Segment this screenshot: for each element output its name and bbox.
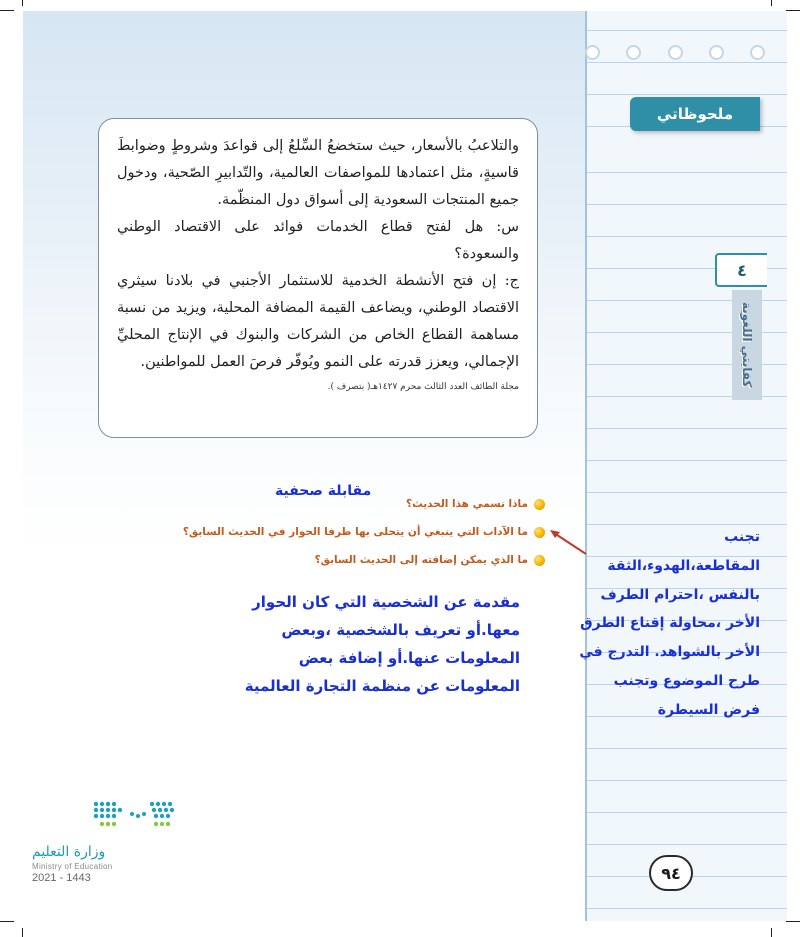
question-text: ماذا نسمي هذا الحديث؟ [406,498,528,510]
bullet-icon [534,527,545,538]
ministry-logo-icon [92,800,182,832]
crop-mark [0,10,14,11]
question-text: ما الذي يمكن إضافته إلى الحديث السابق؟ [314,554,528,566]
ministry-logo [32,800,202,890]
question-item [182,518,545,546]
handwritten-answer-2: تجنب المقاطعة،الهدوء،الثقة بالنفس ،احترام الطرف الأخر ،محاولة إقناع الطرق الأخر بالشواهد. التدرج في طرح الموضوع وتجنب فرض السيطرة [579,529,760,718]
crop-mark [0,921,14,922]
question-text: ما الآداب التي ينبغي أن يتحلى بها طرفا الحوار في الحديث السابق؟ [182,526,528,538]
crop-mark [786,10,800,11]
handwritten-answer-1: مقابلة صحفية [275,483,372,499]
page-number: ٩٤ [649,855,693,891]
unit-number: ٤ [715,253,767,287]
ministry-year: 2021 - 1443 [32,872,91,884]
question-item [300,490,545,518]
passage-source: مجلة الطائف العدد الثالث محرم ١٤٢٧هـ( بتصرف ). [327,382,519,392]
unit-side-label: كفايتي اللغوية [732,290,762,400]
binder-holes [585,45,765,65]
passage-answer: ج: إن فتح الأنشطة الخدمية للاستثمار الأجنبي في بلادنا سيثري الاقتصاد الوطني، ويضاعف القيمة المضافة المحلية، ويزيد من نسبة مساهمة القطاع الخاص من الشركات والبنوك في الإنتاج المحليِّ الإجمالي، ويعزز قدرته على النمو ويُوفّر فرصَ العمل للمواطنين. [117,273,519,370]
crop-mark [22,0,23,6]
question-item [300,546,545,574]
notes-column [585,11,787,921]
notes-title: ملحوظاتي [630,97,760,131]
crop-mark [786,921,800,922]
binder-hole-icon [626,45,641,60]
binder-hole-icon [668,45,683,60]
crop-mark [771,0,772,6]
binder-hole-icon [585,45,600,60]
passage-paragraph: والتلاعبُ بالأسعار، حيث ستخضعُ السِّلعُ إلى قواعدَ وشروطٍ وضوابطَ قاسيةٍ، مثل اعتمادها للمواصفات العالمية، والتّدابيرِ الصّحية، ودخول جميع المنتجات السعودية إلى أسواق دول المنظّمة. [117,138,519,208]
crop-mark [22,928,23,937]
handwritten-answer-3: مقدمة عن الشخصية التي كان الحوار معها.أو تعريف بالشخصية ،وبعض المعلومات عنها.أو إضافة بعض المعلومات عن منظمة التجارة العالمية [244,593,520,695]
bullet-icon [534,555,545,566]
passage-question: س: هل لفتح قطاع الخدمات فوائد على الاقتصاد الوطني والسعودة؟ [117,219,519,262]
ministry-name-en: Ministry of Education [32,862,113,871]
crop-mark [771,928,772,937]
ministry-name-ar: وزارة التعليم [32,844,106,860]
binder-hole-icon [709,45,724,60]
binder-hole-icon [750,45,765,60]
bullet-icon [534,499,545,510]
passage-box [98,118,538,438]
